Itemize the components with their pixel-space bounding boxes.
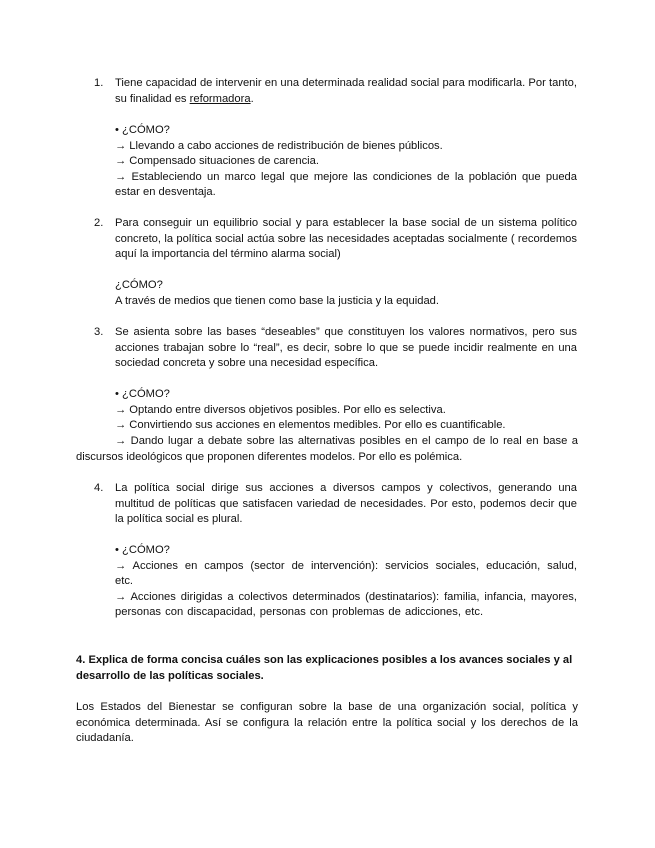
item-3-number: 3.	[94, 326, 104, 338]
item-3-how-block	[115, 387, 577, 434]
item-4-line-2: → Acciones dirigidas a colectivos determinados (destinatarios): familia, infancia, mayores, personas con discapacidad, personas con problemas de adicciones, etc.	[115, 590, 577, 619]
item-2-how-block	[115, 278, 577, 309]
item-4-text: La política social dirige sus acciones a diversos campos y colectivos, generando una multitud de políticas que satisfacen variedad de necesidades. Por esto, podemos decir que la política social es plural.	[115, 482, 577, 526]
item-1-text	[115, 76, 577, 107]
reformadora-link[interactable]: reformadora	[189, 92, 251, 105]
item-3-line-3: → Dando lugar a debate sobre las alternativas posibles en el campo de lo real en base a discursos ideológicos que proponen diferentes modelos. Por ello es polémica.	[76, 435, 578, 463]
item-3-how: • ¿CÓMO?	[115, 388, 170, 400]
item-3-line-2: → Convirtiendo sus acciones en elementos medibles. Por ello es cuantificable.	[115, 419, 506, 432]
item-3-line-1: → Optando entre diversos objetivos posibles. Por ello es selectiva.	[115, 403, 446, 416]
item-2-text: Para conseguir un equilibrio social y para establecer la base social de un sistema político concreto, la política social actúa sobre las necesidades aceptadas socialmente ( recordemos aquí la importancia del término alarma social)	[115, 217, 577, 261]
question-4-heading: 4. Explica de forma concisa cuáles son las explicaciones posibles a los avances sociales y al desarrollo de las políticas sociales.	[76, 654, 573, 682]
item-2-number: 2.	[94, 217, 104, 229]
item-1-how-block	[115, 123, 577, 201]
item-1-number: 1.	[94, 77, 104, 89]
item-2-line-1: A través de medios que tienen como base la justicia y la equidad.	[115, 294, 440, 307]
item-2-how: ¿CÓMO?	[115, 279, 163, 291]
item-1-line-3: → Estableciendo un marco legal que mejore las condiciones de la población que pueda estar en desventaja.	[115, 170, 577, 199]
item-3-text: Se asienta sobre las bases “deseables” que constituyen los valores normativos, pero sus acciones trabajan sobre lo “real”, es decir, sobre lo que se puede incidir realmente en una sociedad concreta y sobre una necesidad específica.	[115, 326, 577, 370]
item-4-how: • ¿CÓMO?	[115, 544, 170, 556]
item-4-number: 4.	[94, 482, 104, 494]
item-4-how-block	[115, 543, 577, 621]
item-4-line-1: → Acciones en campos (sector de intervención): servicios sociales, educación, salud, etc.	[115, 559, 577, 588]
item-1-text-pre: Tiene capacidad de intervenir en una determinada realidad social para modificarla. Por tanto, su finalidad es	[115, 77, 577, 105]
question-4-answer: Los Estados del Bienestar se configuran sobre la base de una organización social, política y económica determinada. Así se configura la relación entre la política social y los derechos de la ciudadanía.	[76, 701, 578, 745]
item-1-line-2: → Compensado situaciones de carencia.	[115, 155, 319, 168]
item-1	[115, 76, 577, 107]
item-1-text-post: .	[250, 92, 254, 105]
item-1-line-1: → Llevando a cabo acciones de redistribución de bienes públicos.	[115, 139, 443, 152]
item-1-how: • ¿CÓMO?	[115, 124, 170, 136]
